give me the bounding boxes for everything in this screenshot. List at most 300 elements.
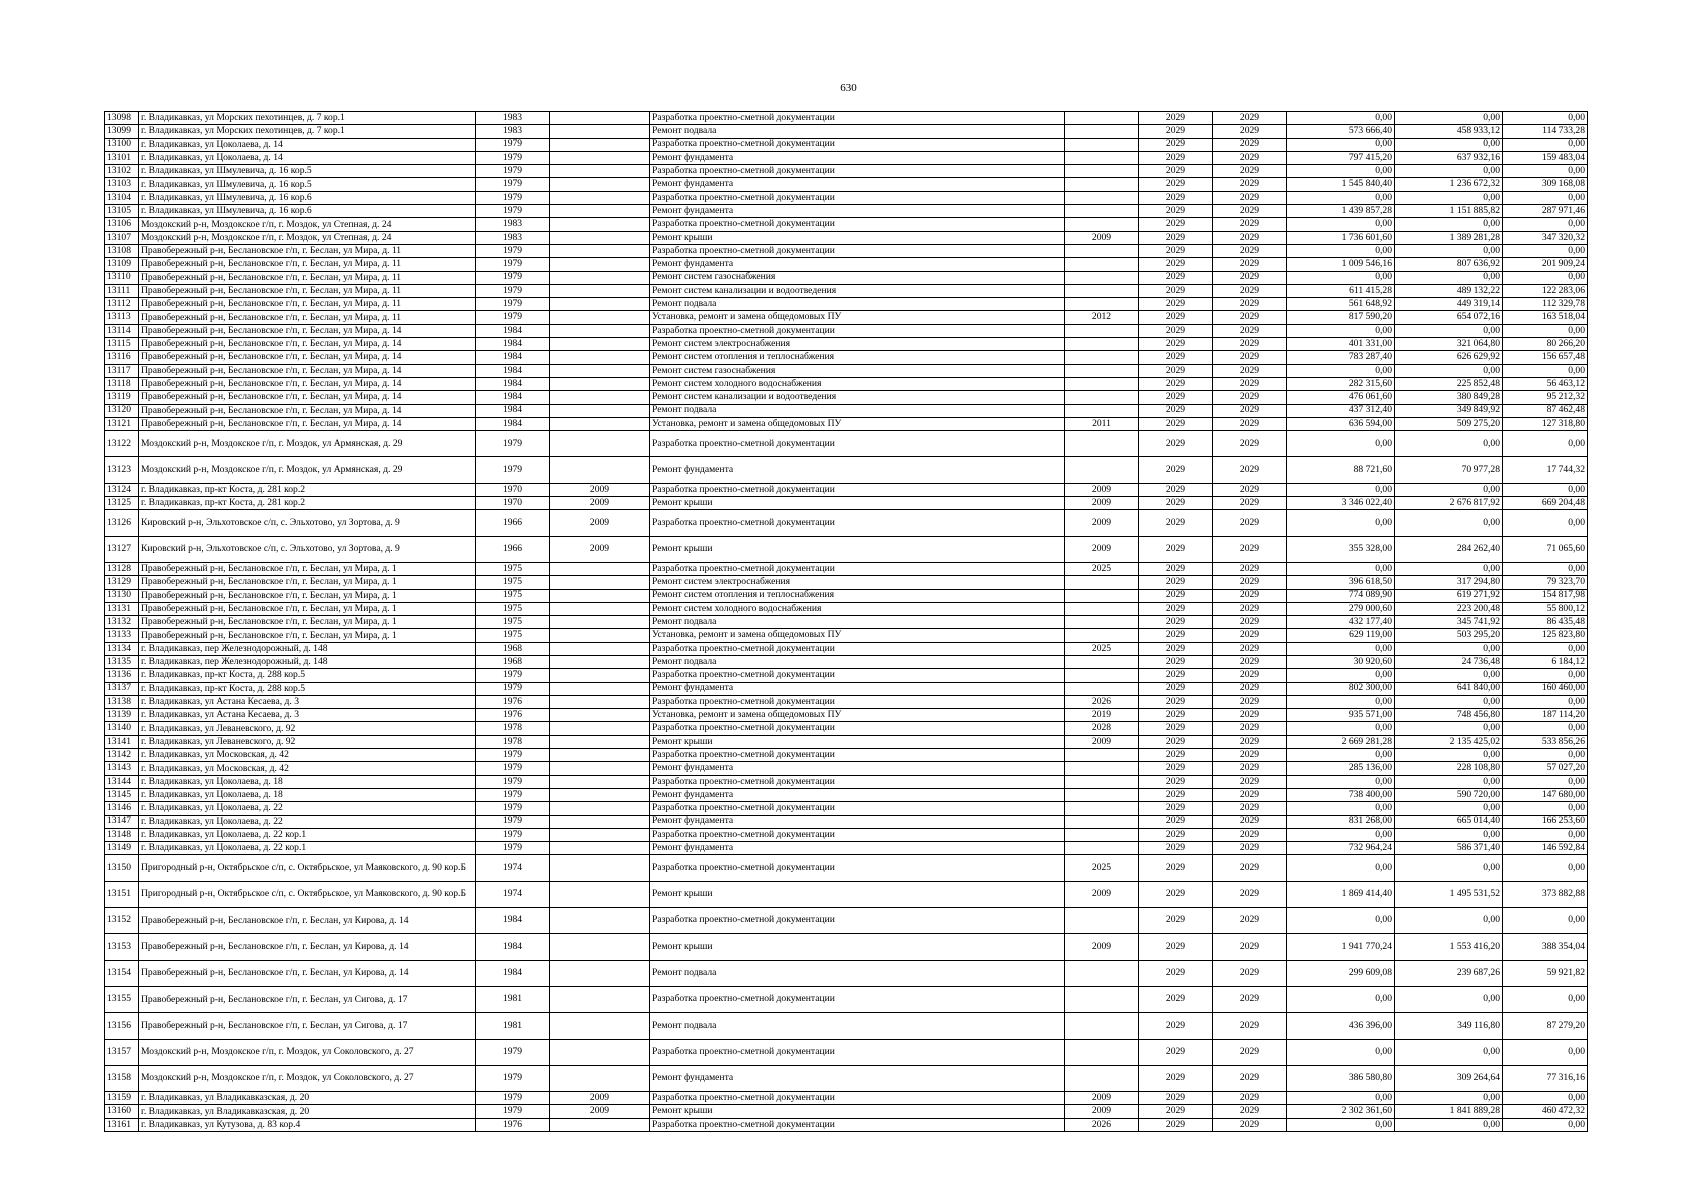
cell-owners-cost: 669 204,48 — [1503, 497, 1588, 510]
cell-plan-year-end: 2029 — [1213, 1118, 1287, 1131]
cell-total-cost: 0,00 — [1287, 1039, 1395, 1065]
cell-work-type: Разработка проектно-сметной документации — [650, 244, 1065, 257]
cell-year-built: 1979 — [476, 205, 550, 218]
cell-total-cost: 0,00 — [1287, 1092, 1395, 1105]
cell-address: Правобережный р-н, Беслановское г/п, г. Беслан, ул Мира, д. 14 — [139, 324, 476, 337]
cell-total-cost: 0,00 — [1287, 749, 1395, 762]
cell-year-built: 1984 — [476, 908, 550, 934]
table-row — [105, 842, 1588, 855]
table-row — [105, 908, 1588, 934]
table-row — [105, 828, 1588, 841]
cell-work-type: Разработка проектно-сметной документации — [650, 165, 1065, 178]
cell-plan-year-start: 2029 — [1139, 642, 1213, 655]
cell-fund-cost: 349 849,92 — [1395, 404, 1503, 417]
cell-address: Пригородный р-н, Октябрьское с/п, с. Октябрьское, ул Маяковского, д. 90 кор.Б — [139, 855, 476, 881]
cell-plan-year-start: 2029 — [1139, 1118, 1213, 1131]
cell-fund-cost: 0,00 — [1395, 244, 1503, 257]
cell-fund-cost: 665 014,40 — [1395, 815, 1503, 828]
cell-year-last — [1065, 616, 1139, 629]
cell-year-built: 1975 — [476, 602, 550, 615]
table-row — [105, 881, 1588, 907]
cell-address: Правобережный р-н, Беслановское г/п, г. Беслан, ул Кирова, д. 14 — [139, 934, 476, 960]
cell-year-built: 1979 — [476, 284, 550, 297]
cell-year-prev — [550, 1039, 650, 1065]
cell-year-prev: 2009 — [550, 483, 650, 496]
cell-year-last — [1065, 351, 1139, 364]
cell-id: 13110 — [105, 271, 139, 284]
cell-year-last — [1065, 775, 1139, 788]
cell-id: 13129 — [105, 576, 139, 589]
cell-year-built: 1984 — [476, 351, 550, 364]
cell-year-prev — [550, 986, 650, 1012]
cell-plan-year-start: 2029 — [1139, 404, 1213, 417]
cell-year-last — [1065, 655, 1139, 668]
cell-plan-year-end: 2029 — [1213, 191, 1287, 204]
capital-repair-table — [104, 111, 1588, 1132]
cell-total-cost: 1 009 546,16 — [1287, 258, 1395, 271]
cell-work-type: Разработка проектно-сметной документации — [650, 669, 1065, 682]
cell-plan-year-end: 2029 — [1213, 735, 1287, 748]
cell-plan-year-start: 2029 — [1139, 576, 1213, 589]
cell-id: 13102 — [105, 165, 139, 178]
cell-fund-cost: 0,00 — [1395, 218, 1503, 231]
cell-plan-year-end: 2029 — [1213, 682, 1287, 695]
cell-id: 13152 — [105, 908, 139, 934]
cell-plan-year-start: 2029 — [1139, 855, 1213, 881]
cell-owners-cost: 71 065,60 — [1503, 536, 1588, 562]
cell-address: Правобережный р-н, Беслановское г/п, г. Беслан, ул Сигова, д. 17 — [139, 986, 476, 1012]
cell-year-last — [1065, 218, 1139, 231]
cell-id: 13159 — [105, 1092, 139, 1105]
cell-plan-year-start: 2029 — [1139, 775, 1213, 788]
cell-year-built: 1984 — [476, 364, 550, 377]
cell-owners-cost: 147 680,00 — [1503, 788, 1588, 801]
cell-year-prev — [550, 324, 650, 337]
cell-id: 13098 — [105, 112, 139, 125]
cell-work-type: Установка, ремонт и замена общедомовых ПУ — [650, 629, 1065, 642]
cell-year-last — [1065, 589, 1139, 602]
table-row — [105, 589, 1588, 602]
table-body — [105, 112, 1588, 1132]
cell-year-prev — [550, 1118, 650, 1131]
cell-address: г. Владикавказ, ул Цоколаева, д. 14 — [139, 151, 476, 164]
cell-total-cost: 279 000,60 — [1287, 602, 1395, 615]
cell-plan-year-start: 2029 — [1139, 682, 1213, 695]
cell-total-cost: 1 941 770,24 — [1287, 934, 1395, 960]
table-row — [105, 351, 1588, 364]
cell-plan-year-start: 2029 — [1139, 497, 1213, 510]
cell-id: 13150 — [105, 855, 139, 881]
cell-plan-year-start: 2029 — [1139, 1039, 1213, 1065]
cell-year-last — [1065, 244, 1139, 257]
cell-fund-cost: 228 108,80 — [1395, 762, 1503, 775]
cell-year-built: 1984 — [476, 391, 550, 404]
cell-id: 13107 — [105, 231, 139, 244]
table-row — [105, 709, 1588, 722]
cell-work-type: Установка, ремонт и замена общедомовых ПУ — [650, 311, 1065, 324]
cell-address: г. Владикавказ, ул Владикавказская, д. 20 — [139, 1092, 476, 1105]
cell-year-prev — [550, 576, 650, 589]
cell-fund-cost: 0,00 — [1395, 112, 1503, 125]
cell-fund-cost: 0,00 — [1395, 138, 1503, 151]
cell-id: 13115 — [105, 338, 139, 351]
cell-year-prev — [550, 284, 650, 297]
cell-year-built: 1979 — [476, 457, 550, 483]
cell-plan-year-end: 2029 — [1213, 231, 1287, 244]
cell-total-cost: 774 089,90 — [1287, 589, 1395, 602]
cell-id: 13139 — [105, 709, 139, 722]
cell-year-last — [1065, 762, 1139, 775]
cell-owners-cost: 0,00 — [1503, 191, 1588, 204]
cell-plan-year-start: 2029 — [1139, 125, 1213, 138]
cell-year-prev — [550, 364, 650, 377]
cell-id: 13121 — [105, 417, 139, 430]
table-row — [105, 576, 1588, 589]
table-row — [105, 1092, 1588, 1105]
cell-id: 13106 — [105, 218, 139, 231]
cell-plan-year-start: 2029 — [1139, 138, 1213, 151]
cell-fund-cost: 0,00 — [1395, 510, 1503, 536]
cell-fund-cost: 239 687,26 — [1395, 960, 1503, 986]
cell-total-cost: 611 415,28 — [1287, 284, 1395, 297]
cell-year-built: 1979 — [476, 762, 550, 775]
cell-owners-cost: 6 184,12 — [1503, 655, 1588, 668]
cell-year-last — [1065, 178, 1139, 191]
table-row — [105, 338, 1588, 351]
cell-fund-cost: 0,00 — [1395, 828, 1503, 841]
cell-total-cost: 935 571,00 — [1287, 709, 1395, 722]
table-row — [105, 669, 1588, 682]
cell-address: Моздокский р-н, Моздокское г/п, г. Моздок, ул Степная, д. 24 — [139, 231, 476, 244]
cell-year-built: 1984 — [476, 338, 550, 351]
cell-year-prev — [550, 377, 650, 390]
cell-owners-cost: 373 882,88 — [1503, 881, 1588, 907]
cell-year-prev — [550, 669, 650, 682]
cell-id: 13161 — [105, 1118, 139, 1131]
cell-total-cost: 0,00 — [1287, 112, 1395, 125]
cell-id: 13157 — [105, 1039, 139, 1065]
cell-owners-cost: 146 592,84 — [1503, 842, 1588, 855]
cell-id: 13156 — [105, 1013, 139, 1039]
cell-year-prev — [550, 655, 650, 668]
cell-year-prev — [550, 908, 650, 934]
cell-owners-cost: 0,00 — [1503, 802, 1588, 815]
cell-year-last: 2025 — [1065, 855, 1139, 881]
cell-work-type: Разработка проектно-сметной документации — [650, 483, 1065, 496]
cell-year-prev — [550, 855, 650, 881]
cell-year-prev — [550, 616, 650, 629]
cell-owners-cost: 0,00 — [1503, 855, 1588, 881]
cell-total-cost: 432 177,40 — [1287, 616, 1395, 629]
cell-year-built: 1979 — [476, 1092, 550, 1105]
cell-plan-year-start: 2029 — [1139, 881, 1213, 907]
cell-plan-year-end: 2029 — [1213, 669, 1287, 682]
cell-total-cost: 732 964,24 — [1287, 842, 1395, 855]
cell-year-last — [1065, 338, 1139, 351]
cell-plan-year-end: 2029 — [1213, 417, 1287, 430]
cell-owners-cost: 0,00 — [1503, 1039, 1588, 1065]
cell-plan-year-end: 2029 — [1213, 655, 1287, 668]
table-row — [105, 483, 1588, 496]
cell-address: Правобережный р-н, Беслановское г/п, г. Беслан, ул Мира, д. 14 — [139, 404, 476, 417]
cell-owners-cost: 156 657,48 — [1503, 351, 1588, 364]
cell-owners-cost: 56 463,12 — [1503, 377, 1588, 390]
cell-owners-cost: 17 744,32 — [1503, 457, 1588, 483]
cell-work-type: Установка, ремонт и замена общедомовых ПУ — [650, 709, 1065, 722]
cell-work-type: Ремонт подвала — [650, 1013, 1065, 1039]
cell-year-last: 2026 — [1065, 695, 1139, 708]
cell-total-cost: 0,00 — [1287, 483, 1395, 496]
cell-year-prev — [550, 695, 650, 708]
cell-fund-cost: 0,00 — [1395, 324, 1503, 337]
cell-plan-year-end: 2029 — [1213, 576, 1287, 589]
cell-total-cost: 0,00 — [1287, 271, 1395, 284]
cell-year-last — [1065, 669, 1139, 682]
cell-plan-year-start: 2029 — [1139, 788, 1213, 801]
cell-plan-year-start: 2029 — [1139, 244, 1213, 257]
cell-work-type: Ремонт систем холодного водоснабжения — [650, 602, 1065, 615]
cell-address: г. Владикавказ, ул Цоколаева, д. 22 кор.1 — [139, 828, 476, 841]
cell-plan-year-start: 2029 — [1139, 908, 1213, 934]
cell-address: г. Владикавказ, ул Цоколаева, д. 14 — [139, 138, 476, 151]
cell-total-cost: 0,00 — [1287, 324, 1395, 337]
cell-year-built: 1979 — [476, 842, 550, 855]
cell-plan-year-start: 2029 — [1139, 311, 1213, 324]
cell-year-last — [1065, 165, 1139, 178]
cell-plan-year-end: 2029 — [1213, 1105, 1287, 1118]
cell-year-prev — [550, 271, 650, 284]
cell-fund-cost: 807 636,92 — [1395, 258, 1503, 271]
cell-address: Моздокский р-н, Моздокское г/п, г. Моздок, ул Степная, д. 24 — [139, 218, 476, 231]
cell-year-last: 2009 — [1065, 934, 1139, 960]
cell-plan-year-end: 2029 — [1213, 722, 1287, 735]
cell-total-cost: 1 869 414,40 — [1287, 881, 1395, 907]
cell-year-last — [1065, 908, 1139, 934]
cell-fund-cost: 503 295,20 — [1395, 629, 1503, 642]
cell-fund-cost: 0,00 — [1395, 1118, 1503, 1131]
cell-id: 13145 — [105, 788, 139, 801]
cell-owners-cost: 114 733,28 — [1503, 125, 1588, 138]
cell-id: 13128 — [105, 562, 139, 575]
table-row — [105, 165, 1588, 178]
cell-plan-year-end: 2029 — [1213, 749, 1287, 762]
cell-fund-cost: 0,00 — [1395, 165, 1503, 178]
table-row — [105, 191, 1588, 204]
cell-year-prev — [550, 788, 650, 801]
cell-owners-cost: 0,00 — [1503, 271, 1588, 284]
cell-work-type: Ремонт фундамента — [650, 842, 1065, 855]
cell-plan-year-start: 2029 — [1139, 536, 1213, 562]
cell-id: 13120 — [105, 404, 139, 417]
cell-total-cost: 436 396,00 — [1287, 1013, 1395, 1039]
cell-year-prev — [550, 589, 650, 602]
cell-id: 13158 — [105, 1065, 139, 1091]
cell-address: Правобережный р-н, Беслановское г/п, г. Беслан, ул Мира, д. 11 — [139, 244, 476, 257]
cell-owners-cost: 0,00 — [1503, 749, 1588, 762]
cell-address: г. Владикавказ, пр-кт Коста, д. 288 кор.5 — [139, 669, 476, 682]
cell-year-last: 2019 — [1065, 709, 1139, 722]
table-row — [105, 510, 1588, 536]
cell-year-prev — [550, 391, 650, 404]
cell-total-cost: 0,00 — [1287, 138, 1395, 151]
cell-year-built: 1979 — [476, 151, 550, 164]
cell-id: 13099 — [105, 125, 139, 138]
cell-plan-year-start: 2029 — [1139, 802, 1213, 815]
cell-year-last — [1065, 457, 1139, 483]
cell-id: 13140 — [105, 722, 139, 735]
cell-year-last — [1065, 258, 1139, 271]
cell-owners-cost: 87 279,20 — [1503, 1013, 1588, 1039]
cell-owners-cost: 0,00 — [1503, 642, 1588, 655]
cell-address: г. Владикавказ, ул Шмулевича, д. 16 кор.5 — [139, 178, 476, 191]
cell-id: 13141 — [105, 735, 139, 748]
cell-plan-year-start: 2029 — [1139, 655, 1213, 668]
cell-id: 13113 — [105, 311, 139, 324]
cell-plan-year-start: 2029 — [1139, 298, 1213, 311]
cell-total-cost: 401 331,00 — [1287, 338, 1395, 351]
cell-year-prev — [550, 351, 650, 364]
cell-address: г. Владикавказ, ул Шмулевича, д. 16 кор.6 — [139, 205, 476, 218]
cell-address: г. Владикавказ, ул Морских пехотинцев, д. 7 кор.1 — [139, 125, 476, 138]
cell-id: 13132 — [105, 616, 139, 629]
table-row — [105, 151, 1588, 164]
cell-owners-cost: 533 856,26 — [1503, 735, 1588, 748]
cell-owners-cost: 87 462,48 — [1503, 404, 1588, 417]
table-row — [105, 1039, 1588, 1065]
cell-year-last — [1065, 391, 1139, 404]
cell-year-last — [1065, 828, 1139, 841]
cell-plan-year-start: 2029 — [1139, 1013, 1213, 1039]
cell-year-last — [1065, 682, 1139, 695]
cell-year-prev — [550, 762, 650, 775]
cell-work-type: Разработка проектно-сметной документации — [650, 431, 1065, 457]
cell-fund-cost: 0,00 — [1395, 802, 1503, 815]
cell-owners-cost: 0,00 — [1503, 364, 1588, 377]
cell-year-prev: 2009 — [550, 536, 650, 562]
cell-year-prev: 2009 — [550, 510, 650, 536]
cell-plan-year-start: 2029 — [1139, 934, 1213, 960]
cell-year-built: 1979 — [476, 1065, 550, 1091]
cell-fund-cost: 0,00 — [1395, 271, 1503, 284]
cell-work-type: Разработка проектно-сметной документации — [650, 749, 1065, 762]
cell-id: 13116 — [105, 351, 139, 364]
cell-year-built: 1979 — [476, 244, 550, 257]
cell-total-cost: 476 061,60 — [1287, 391, 1395, 404]
cell-year-prev — [550, 722, 650, 735]
cell-owners-cost: 59 921,82 — [1503, 960, 1588, 986]
cell-fund-cost: 1 151 885,82 — [1395, 205, 1503, 218]
cell-total-cost: 0,00 — [1287, 191, 1395, 204]
cell-total-cost: 0,00 — [1287, 855, 1395, 881]
cell-year-prev — [550, 842, 650, 855]
cell-year-built: 1979 — [476, 669, 550, 682]
cell-year-last — [1065, 815, 1139, 828]
cell-year-prev: 2009 — [550, 1092, 650, 1105]
table-row — [105, 855, 1588, 881]
cell-total-cost: 0,00 — [1287, 722, 1395, 735]
cell-plan-year-end: 2029 — [1213, 483, 1287, 496]
table-row — [105, 298, 1588, 311]
cell-work-type: Разработка проектно-сметной документации — [650, 138, 1065, 151]
cell-address: г. Владикавказ, ул Московская, д. 42 — [139, 749, 476, 762]
table-row — [105, 284, 1588, 297]
cell-total-cost: 396 618,50 — [1287, 576, 1395, 589]
cell-fund-cost: 619 271,92 — [1395, 589, 1503, 602]
cell-year-last — [1065, 205, 1139, 218]
cell-total-cost: 0,00 — [1287, 1118, 1395, 1131]
cell-year-prev — [550, 431, 650, 457]
cell-work-type: Ремонт систем газоснабжения — [650, 271, 1065, 284]
table-row — [105, 536, 1588, 562]
cell-owners-cost: 0,00 — [1503, 138, 1588, 151]
table-row — [105, 1013, 1588, 1039]
cell-year-last — [1065, 602, 1139, 615]
cell-year-built: 1976 — [476, 709, 550, 722]
cell-address: Правобережный р-н, Беслановское г/п, г. Беслан, ул Мира, д. 14 — [139, 364, 476, 377]
cell-year-built: 1975 — [476, 589, 550, 602]
cell-plan-year-start: 2029 — [1139, 709, 1213, 722]
cell-owners-cost: 166 253,60 — [1503, 815, 1588, 828]
cell-fund-cost: 0,00 — [1395, 642, 1503, 655]
cell-id: 13136 — [105, 669, 139, 682]
cell-year-built: 1984 — [476, 324, 550, 337]
cell-year-prev — [550, 562, 650, 575]
cell-total-cost: 0,00 — [1287, 431, 1395, 457]
cell-year-built: 1979 — [476, 311, 550, 324]
table-row — [105, 138, 1588, 151]
cell-owners-cost: 201 909,24 — [1503, 258, 1588, 271]
cell-address: г. Владикавказ, пр-кт Коста, д. 288 кор.5 — [139, 682, 476, 695]
cell-fund-cost: 1 389 281,28 — [1395, 231, 1503, 244]
cell-year-last — [1065, 1065, 1139, 1091]
cell-address: г. Владикавказ, ул Цоколаева, д. 18 — [139, 775, 476, 788]
cell-owners-cost: 112 329,78 — [1503, 298, 1588, 311]
cell-id: 13148 — [105, 828, 139, 841]
cell-address: г. Владикавказ, ул Московская, д. 42 — [139, 762, 476, 775]
cell-work-type: Ремонт систем отопления и теплоснабжения — [650, 589, 1065, 602]
cell-owners-cost: 125 823,80 — [1503, 629, 1588, 642]
cell-owners-cost: 0,00 — [1503, 510, 1588, 536]
cell-year-built: 1979 — [476, 749, 550, 762]
cell-id: 13153 — [105, 934, 139, 960]
table-row — [105, 815, 1588, 828]
cell-address: г. Владикавказ, ул Кутузова, д. 83 кор.4 — [139, 1118, 476, 1131]
cell-owners-cost: 57 027,20 — [1503, 762, 1588, 775]
cell-owners-cost: 80 266,20 — [1503, 338, 1588, 351]
cell-year-prev — [550, 642, 650, 655]
cell-fund-cost: 70 977,28 — [1395, 457, 1503, 483]
cell-year-last — [1065, 629, 1139, 642]
cell-id: 13126 — [105, 510, 139, 536]
cell-id: 13119 — [105, 391, 139, 404]
cell-year-prev — [550, 934, 650, 960]
cell-plan-year-start: 2029 — [1139, 602, 1213, 615]
cell-plan-year-end: 2029 — [1213, 881, 1287, 907]
cell-total-cost: 797 415,20 — [1287, 151, 1395, 164]
cell-plan-year-start: 2029 — [1139, 457, 1213, 483]
table-row — [105, 934, 1588, 960]
table-row — [105, 1105, 1588, 1118]
cell-work-type: Разработка проектно-сметной документации — [650, 642, 1065, 655]
cell-fund-cost: 284 262,40 — [1395, 536, 1503, 562]
cell-plan-year-end: 2029 — [1213, 431, 1287, 457]
cell-owners-cost: 0,00 — [1503, 986, 1588, 1012]
cell-address: Правобережный р-н, Беслановское г/п, г. Беслан, ул Мира, д. 1 — [139, 602, 476, 615]
cell-address: Правобережный р-н, Беслановское г/п, г. Беслан, ул Мира, д. 14 — [139, 417, 476, 430]
cell-fund-cost: 0,00 — [1395, 364, 1503, 377]
cell-id: 13135 — [105, 655, 139, 668]
cell-address: г. Владикавказ, пр-кт Коста, д. 281 кор.2 — [139, 483, 476, 496]
